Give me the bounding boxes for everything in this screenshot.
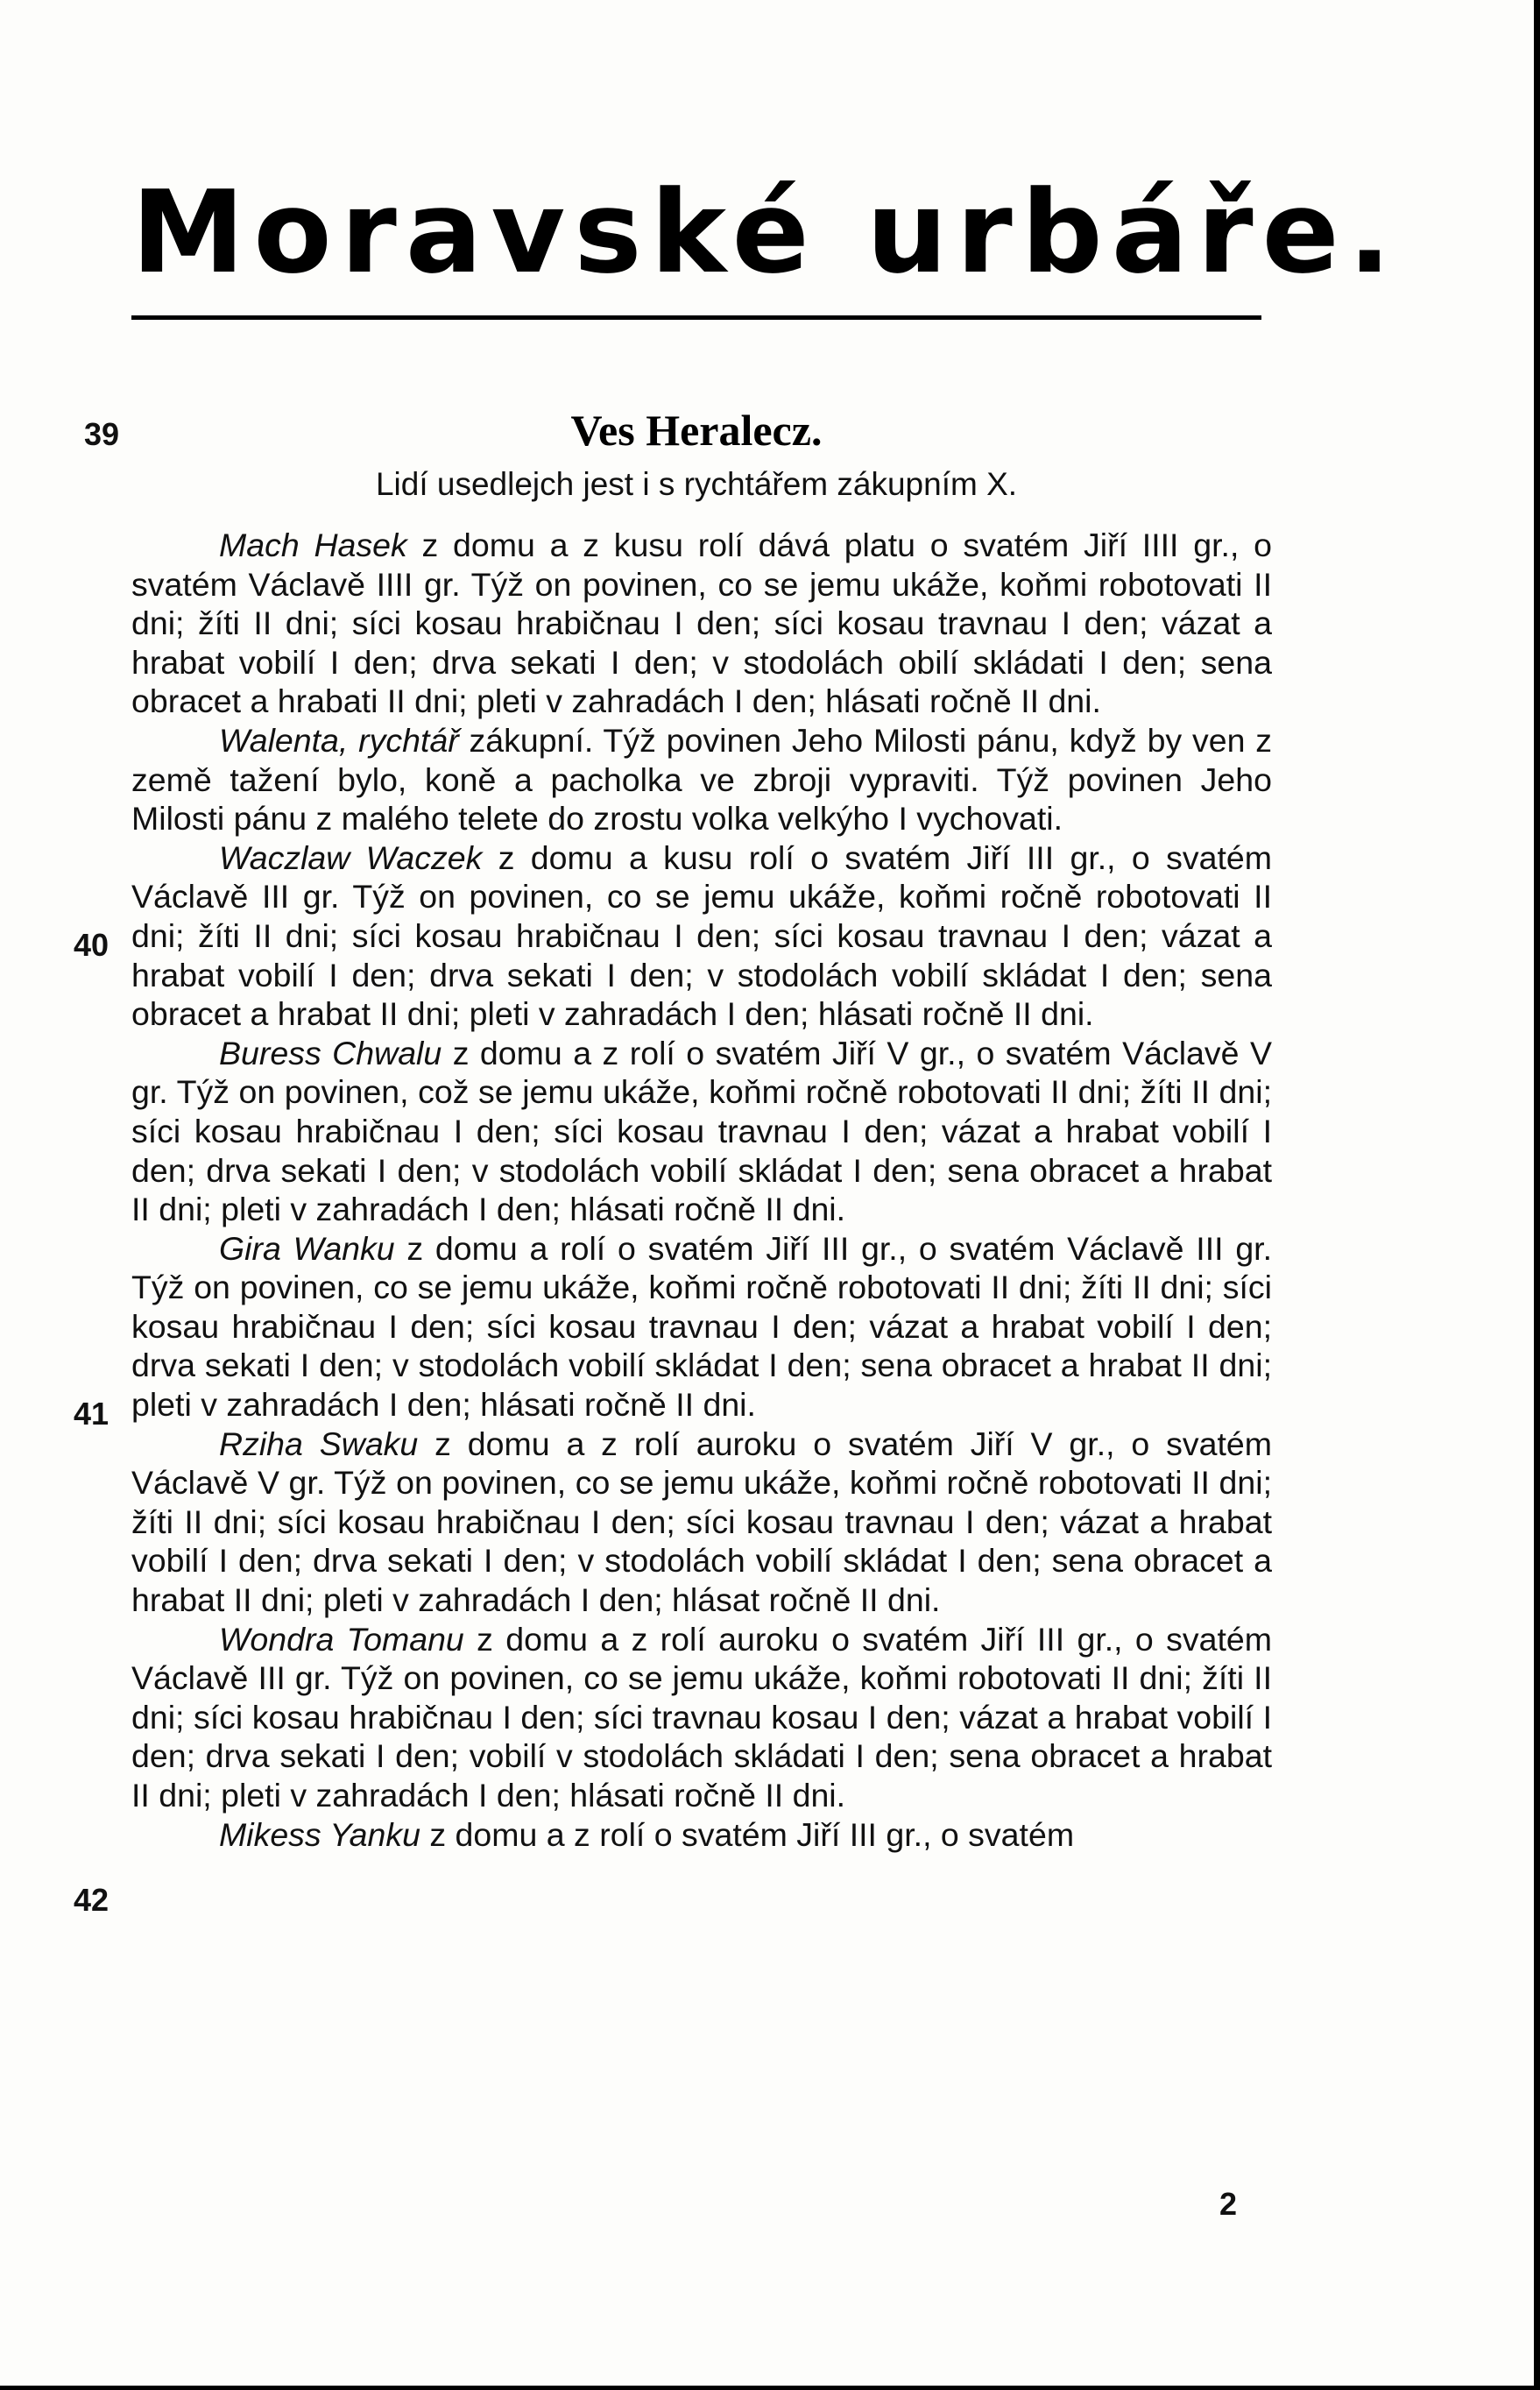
- page-header-title: Moravské urbáře.: [131, 166, 1401, 299]
- margin-number-41: 41: [74, 1396, 109, 1432]
- entry-name: Wondra Tomanu: [219, 1620, 464, 1658]
- entry-paragraph: [131, 526, 1272, 721]
- entry-text: z domu a z rolí o svatém Jiří V gr., o svatém Václavě V gr. Týž on povinen, což se jemu ukáže, koňmi ročně robotovati II dni; žíti II dni; síci kosau hrabičnau I den; síci kosau travnau I den; vázat a hrabat vobilí I den; drva sekati I den; v stodolách vobilí skládat I den; sena obracet a hrabat II dni; pleti v zahradách I den; hlásati ročně II dni.: [131, 1034, 1272, 1228]
- entry-paragraph: [131, 1425, 1272, 1620]
- entry-text: z domu a z rolí auroku o svatém Jiří V gr., o svatém Václavě V gr. Týž on povinen, co se jemu ukáže, koňmi ročně robotovati II dni; žíti II dni; síci kosau hrabičnau I den; síci kosau travnau I den; vázat a hrabat vobilí I den; drva sekati I den; v stodolách vobilí skládat I den; sena obracet a hrabat II dni; pleti v zahradách I den; hlásat ročně II dni.: [131, 1425, 1272, 1619]
- village-subtitle: Lidí usedlejch jest i s rychtářem zákupním X.: [375, 466, 1018, 502]
- entry-text: z domu a z rolí o svatém Jiří III gr., o svatém: [420, 1815, 1075, 1853]
- entry-paragraph: [131, 1034, 1272, 1229]
- entry-name: Rziha Swaku: [219, 1425, 419, 1462]
- entry-text: z domu a kusu rolí o svatém Jiří III gr., o svatém Václavě III gr. Týž on povinen, co se jemu ukáže, koňmi ročně robotovati II dni; žíti II dni; síci kosau hrabičnau I den; síci kosau travnau I den; vázat a hrabat vobilí I den; drva sekati I den; v stodolách vobilí skládat I den; sena obracet a hrabat II dni; pleti v zahradách I den; hlásati ročně II dni.: [131, 838, 1272, 1033]
- page-number: 2: [1219, 2186, 1238, 2222]
- entry-name: Mach Hasek: [219, 527, 407, 563]
- entry-text: zákupní. Týž povinen Jeho Milosti pánu, když by ven z země tažení bylo, koně a pacholka ve zbroji vypraviti. Týž povinen Jeho Milosti pánu z malého telete do zrostu volka velkýho I vychovati.: [131, 721, 1273, 838]
- entry-text: z domu a z kusu rolí dává platu o svatém Jiří IIII gr., o svatém Václavě IIII gr. Týž on povinen, co se jemu ukáže, koňmi robotovati II dni; žíti II dni; síci kosau hrabičnau I den; síci kosau travnau I den; vázat a hrabat vobilí I den; drva sekati I den; v stodolách obilí skládati I den; sena obracet a hrabati II dni; pleti v zahradách I den; hlásati ročně II dni.: [131, 527, 1272, 720]
- entry-name: Waczlaw Waczek: [219, 838, 483, 876]
- entry-name: Gira Wanku: [219, 1229, 395, 1267]
- entry-paragraph: [131, 1815, 1272, 1855]
- village-title: Ves Heralecz.: [570, 406, 823, 455]
- header-rule: [131, 315, 1261, 320]
- entry-name: Mikess Yanku: [219, 1815, 420, 1853]
- margin-number-40: 40: [74, 927, 109, 963]
- entry-paragraph: [131, 1620, 1272, 1815]
- section-number: 39: [84, 416, 120, 452]
- margin-number-42: 42: [74, 1882, 109, 1918]
- urbar-body-text: [131, 526, 1272, 1854]
- entry-text: z domu a rolí o svatém Jiří III gr., o svatém Václavě III gr. Týž on povinen, co se jemu ukáže, koňmi ročně robotovati II dni; žíti II dni; síci kosau hrabičnau I den; síci kosau travnau I den; vázat a hrabat vobilí I den; drva sekati I den; v stodolách vobilí skládat I den; sena obracet a hrabat II dni; pleti v zahradách I den; hlásati ročně II dni.: [131, 1229, 1273, 1424]
- entry-name: Buress Chwalu: [219, 1034, 442, 1071]
- entry-text: z domu a z rolí auroku o svatém Jiří III gr., o svatém Václavě III gr. Týž on povinen, co se jemu ukáže, koňmi robotovati II dni; žíti II dni; síci kosau hrabičnau I den; síci travnau kosau I den; vázat a hrabat vobilí I den; drva sekati I den; vobilí v stodolách skládati I den; sena obracet a hrabat II dni; pleti v zahradách I den; hlásati ročně II dni.: [131, 1620, 1272, 1814]
- entry-paragraph: [131, 838, 1272, 1034]
- entry-name: Walenta, rychtář: [219, 721, 459, 759]
- entry-paragraph: [131, 1229, 1272, 1425]
- entry-paragraph: [131, 721, 1272, 838]
